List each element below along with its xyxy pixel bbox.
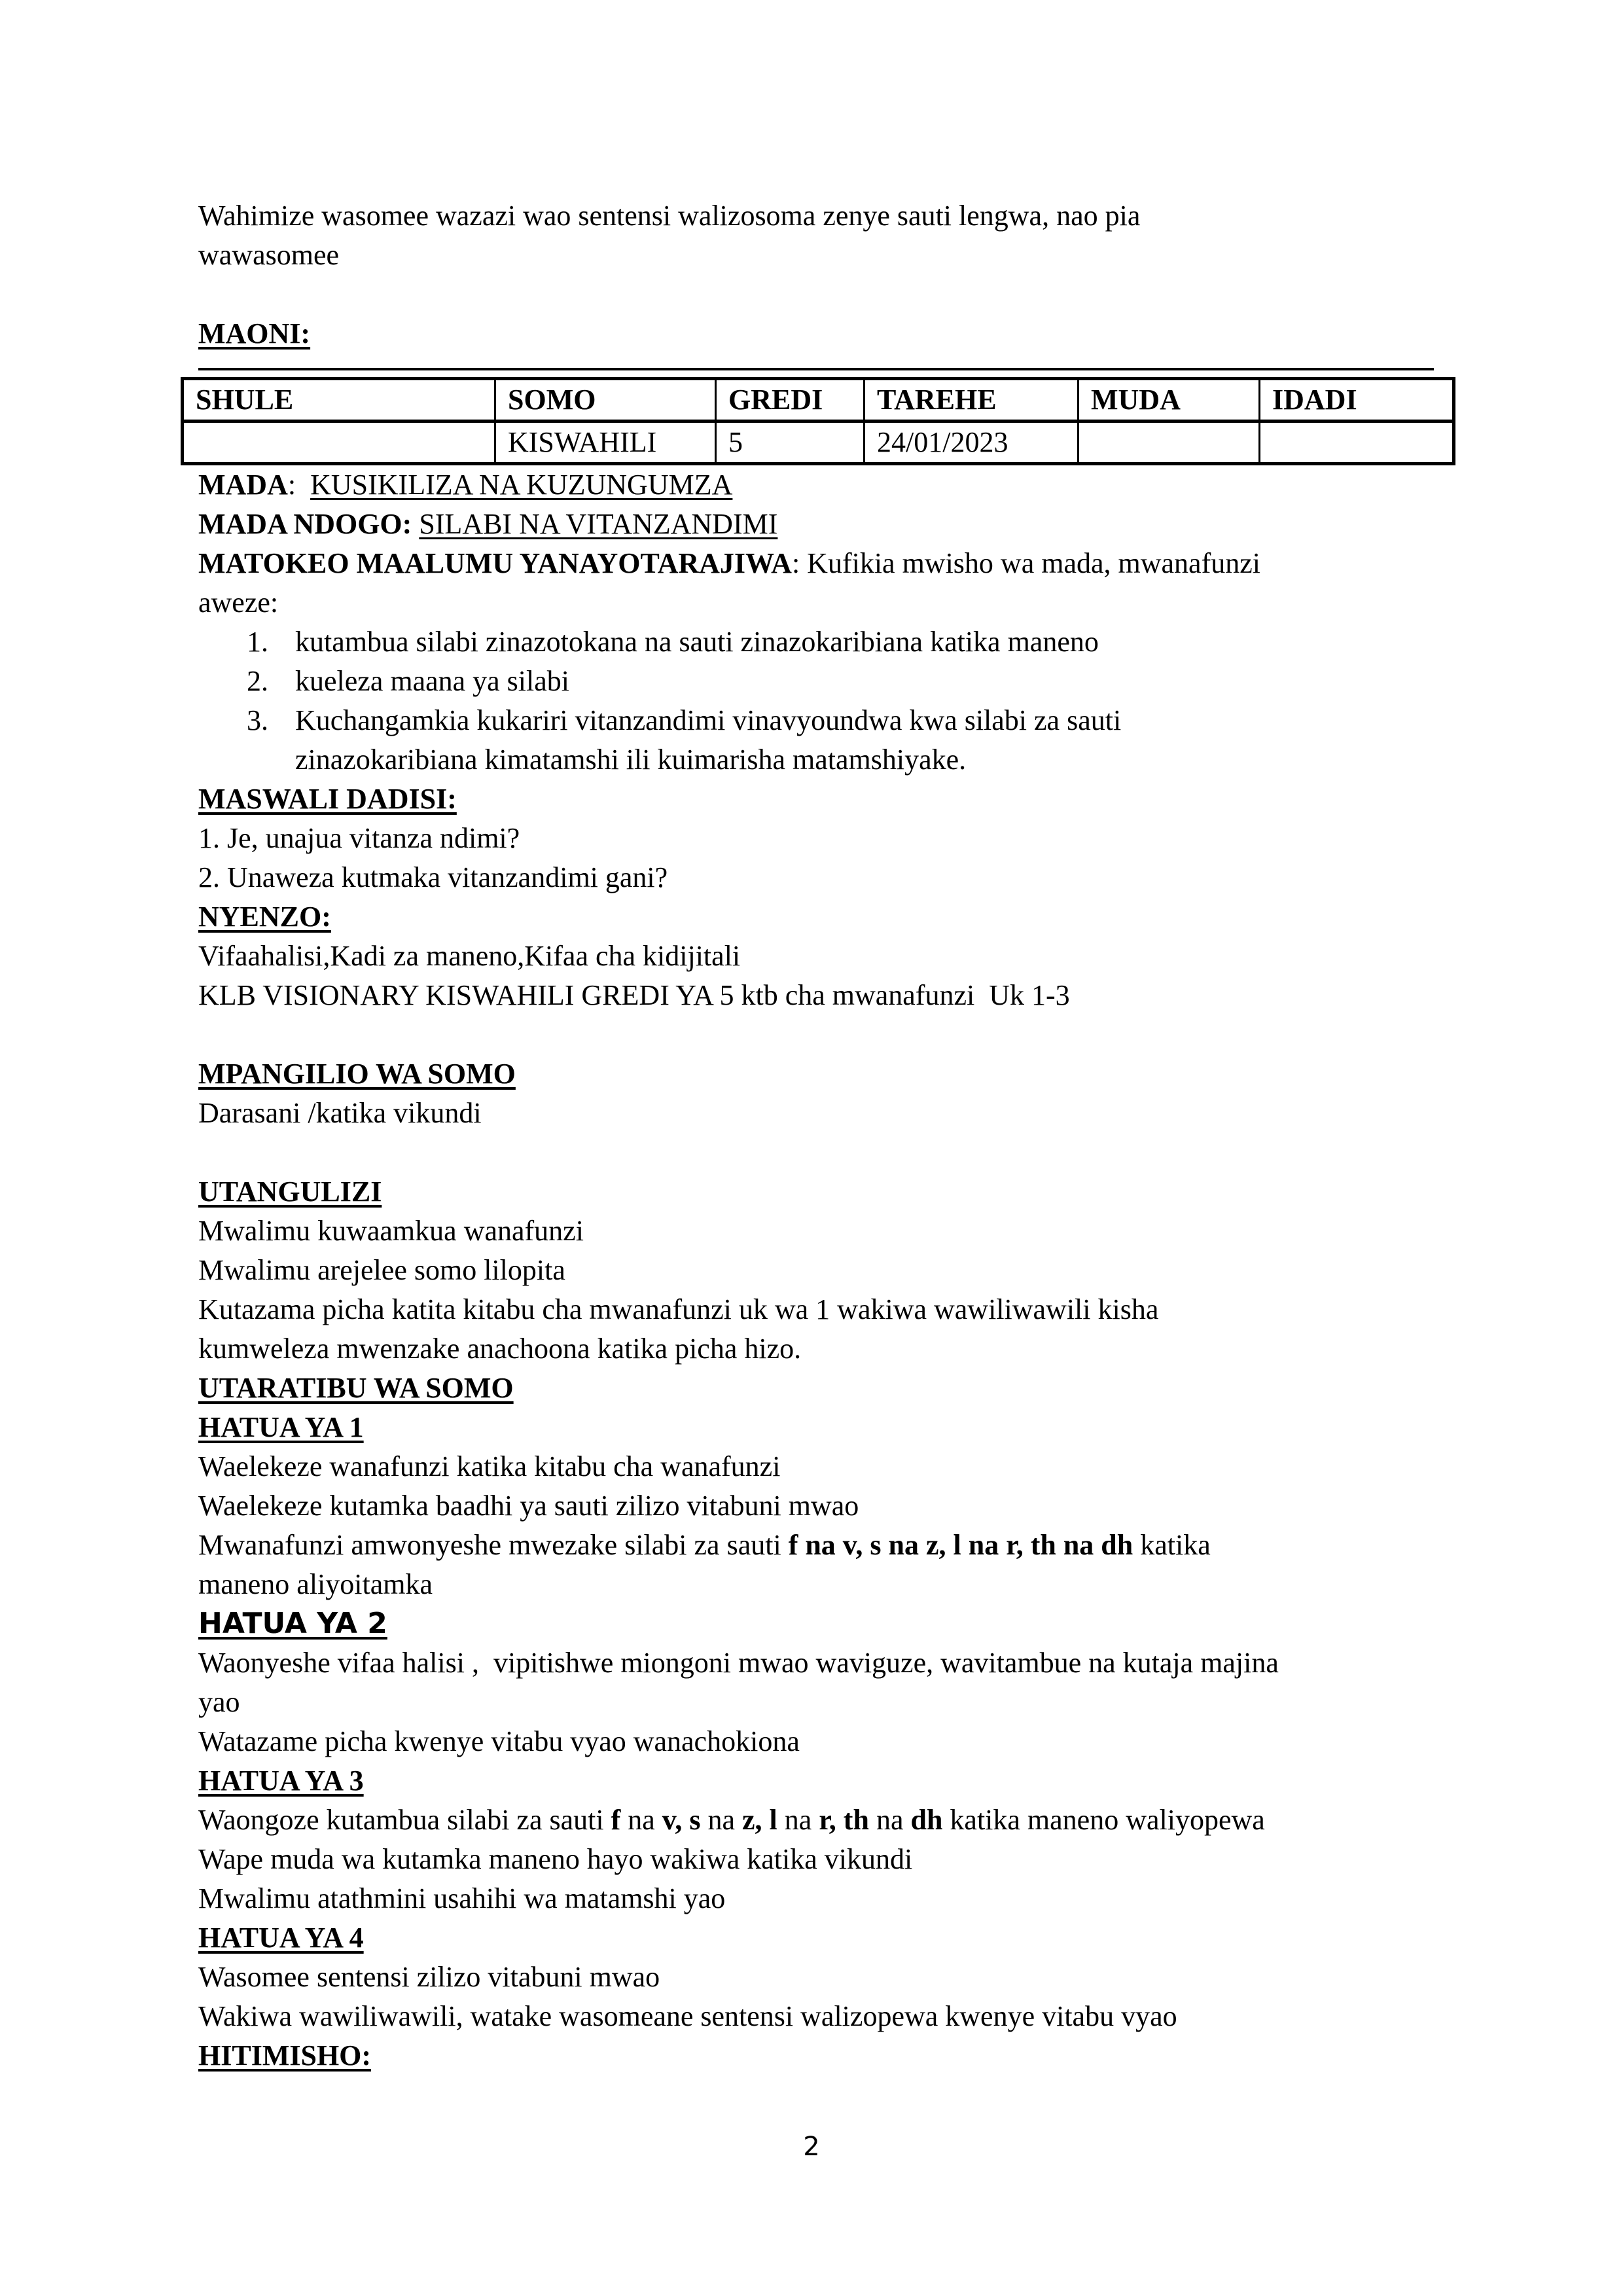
mada-line: MADA: KUSIKILIZA NA KUZUNGUMZA	[198, 469, 733, 501]
list-item: 3. Kuchangamkia kukariri vitanzandimi vinavyoundwa kwa silabi za sauti zinazokaribiana kimatamshi ili kuimarisha matamshiyake.	[247, 704, 1122, 776]
header-somo: SOMO	[495, 379, 716, 422]
header-shule: SHULE	[183, 379, 495, 422]
hatua-2-line-1: Waonyeshe vifaa halisi , vipitishwe miongoni mwao waviguze, wavitambue na kutaja majina	[198, 1647, 1279, 1679]
hatua-3-line-2: Wape muda wa kutamka maneno hayo wakiwa katika vikundi	[198, 1843, 913, 1875]
list-item: 2. kueleza maana ya silabi	[247, 665, 570, 697]
hatua-3-line-1: Waongoze kutambua silabi za sauti f na v, s na z, l na r, th na dh katika maneno waliyopewa	[198, 1804, 1265, 1836]
page-number: 2	[803, 2132, 820, 2162]
matokeo-text: : Kufikia mwisho wa mada, mwanafunzi	[791, 547, 1260, 579]
intro-line-1: Wahimize wasomee wazazi wao sentensi walizosoma zenye sauti lengwa, nao pia	[198, 200, 1141, 232]
sound-pairs-bold: f na v, s na z, l na r, th na dh	[788, 1529, 1133, 1561]
nyenzo-heading: NYENZO:	[198, 901, 331, 933]
hitimisho-heading: HITIMISHO:	[198, 2039, 372, 2072]
mpangilio-heading: MPANGILIO WA SOMO	[198, 1058, 516, 1090]
matokeo-text-2: aweze:	[198, 586, 279, 619]
hatua-3-line-3: Mwalimu atathmini usahihi wa matamshi yao	[198, 1882, 726, 1914]
hatua-2-heading: HATUA YA 2	[198, 1607, 387, 1640]
matokeo-label: MATOKEO MAALUMU YANAYOTARAJIWA	[198, 547, 792, 579]
mpangilio-text: Darasani /katika vikundi	[198, 1097, 482, 1129]
value-tarehe: 24/01/2023	[865, 422, 1079, 464]
utaratibu-heading: UTARATIBU WA SOMO	[198, 1372, 514, 1404]
list-item: 1. kutambua silabi zinazotokana na sauti zinazokaribiana katika maneno	[247, 626, 1099, 658]
hatua-1-line-3: Mwanafunzi amwonyeshe mwezake silabi za sauti f na v, s na z, l na r, th na dh katika	[198, 1529, 1211, 1561]
header-gredi: GREDI	[716, 379, 865, 422]
hatua-1-line-1: Waelekeze wanafunzi katika kitabu cha wanafunzi	[198, 1450, 781, 1482]
nyenzo-line-2: KLB VISIONARY KISWAHILI GREDI YA 5 ktb cha mwanafunzi Uk 1-3	[198, 979, 1070, 1011]
table-row	[183, 422, 1454, 464]
mada-ndogo-line	[198, 505, 1455, 544]
hatua-4-line-2: Wakiwa wawiliwawili, watake wasomeane sentensi walizopewa kwenye vitabu vyao	[198, 2000, 1177, 2032]
value-muda	[1079, 422, 1260, 464]
maswali-item-2: 2. Unaweza kutmaka vitanzandimi gani?	[198, 861, 668, 893]
value-somo: KISWAHILI	[495, 422, 716, 464]
hatua-4-line-1: Wasomee sentensi zilizo vitabuni mwao	[198, 1961, 660, 1993]
maswali-item-1: 1. Je, unajua vitanza ndimi?	[198, 822, 520, 854]
lesson-info-table	[181, 377, 1455, 465]
value-shule	[183, 422, 495, 464]
hatua-3-heading: HATUA YA 3	[198, 1765, 364, 1797]
nyenzo-line-1: Vifaahalisi,Kadi za maneno,Kifaa cha kidijitali	[198, 940, 741, 972]
table-header-row	[183, 379, 1454, 422]
hatua-1-heading: HATUA YA 1	[198, 1411, 364, 1443]
maoni-rule	[198, 368, 1434, 370]
header-muda: MUDA	[1079, 379, 1260, 422]
hatua-1-line-2: Waelekeze kutamka baadhi ya sauti zilizo vitabuni mwao	[198, 1490, 859, 1522]
utangulizi-line-1: Mwalimu kuwaamkua wanafunzi	[198, 1215, 584, 1247]
mada-ndogo-label: MADA NDOGO:	[198, 508, 412, 540]
objectives-list	[198, 622, 1455, 780]
mada-value: KUSIKILIZA NA KUZUNGUMZA	[310, 469, 733, 501]
utangulizi-line-3: Kutazama picha katita kitabu cha mwanafunzi uk wa 1 wakiwa wawiliwawili kisha	[198, 1293, 1159, 1325]
maswali-heading: MASWALI DADISI:	[198, 783, 457, 815]
mada-ndogo-value: SILABI NA VITANZANDIMI	[419, 508, 778, 540]
mada-label: MADA	[198, 469, 288, 501]
value-idadi	[1260, 422, 1454, 464]
maoni-heading: MAONI:	[198, 317, 311, 350]
value-gredi: 5	[716, 422, 865, 464]
hatua-2-line-3: Watazame picha kwenye vitabu vyao wanachokiona	[198, 1725, 800, 1757]
utangulizi-heading: UTANGULIZI	[198, 1175, 382, 1208]
intro-line-2: wawasomee	[198, 239, 340, 271]
hatua-2-line-2: yao	[198, 1686, 240, 1718]
document-page	[198, 196, 1455, 2075]
header-tarehe: TAREHE	[865, 379, 1079, 422]
header-idadi: IDADI	[1260, 379, 1454, 422]
matokeo-line	[198, 544, 1455, 583]
hatua-4-heading: HATUA YA 4	[198, 1922, 364, 1954]
utangulizi-line-2: Mwalimu arejelee somo lilopita	[198, 1254, 565, 1286]
hatua-1-line-4: maneno aliyoitamka	[198, 1568, 433, 1600]
utangulizi-line-4: kumweleza mwenzake anachoona katika picha hizo.	[198, 1333, 802, 1365]
